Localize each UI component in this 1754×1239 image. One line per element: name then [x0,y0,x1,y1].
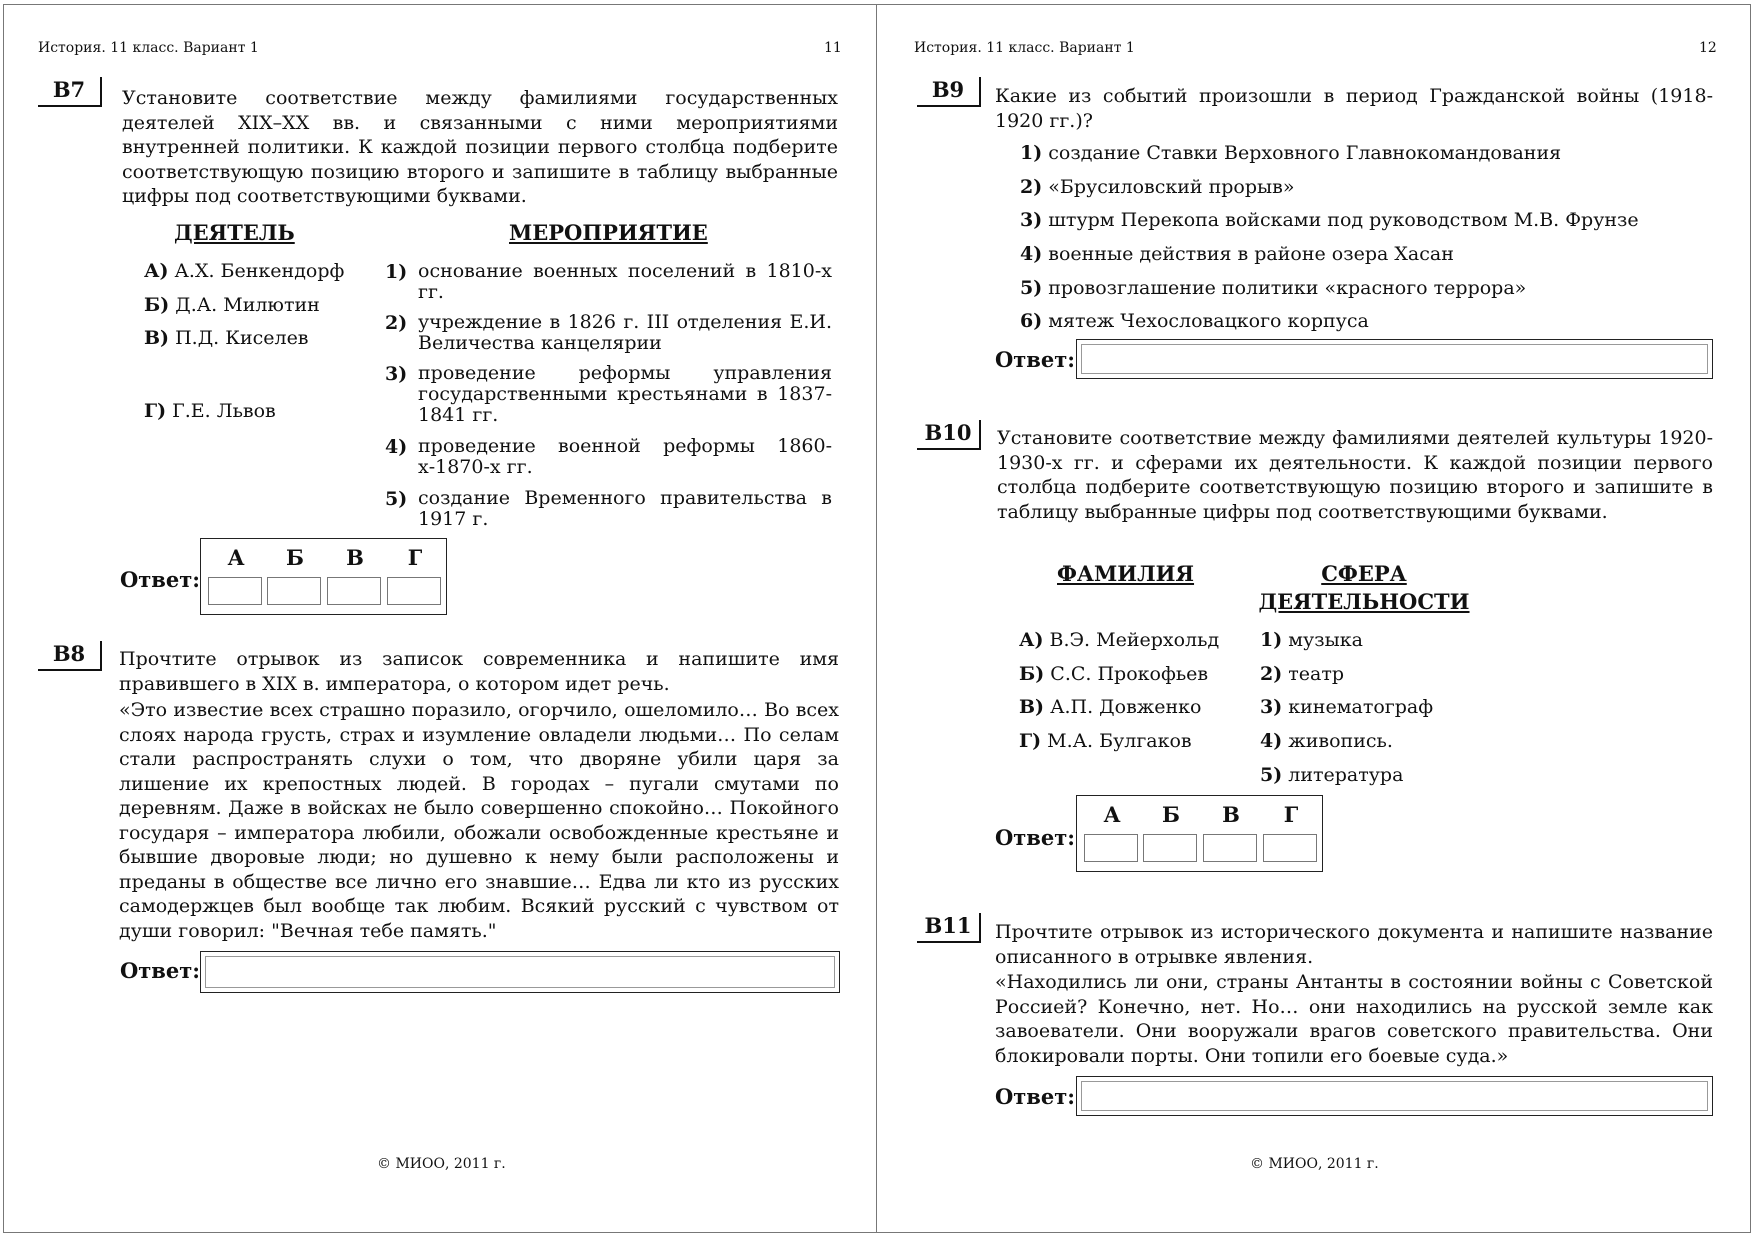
b11-answer-label: Ответ: [995,1084,1076,1109]
b9-option-text: мятеж Чехословацкого корпуса [1048,310,1369,332]
b9-option-text: создание Ставки Верховного Главнокомандования [1048,142,1562,164]
b11-quote: «Находились ли они, страны Антанты в состоянии войны с Советской Россией? Конечно, нет. Но… они находились на русской земле как завоеватели. Они вооружали врагов советского правительства. Они блокировали порты. Они топили его боевые суда.» [995,971,1713,1067]
question-label-b8: В8 [38,641,102,671]
b10-answer-cell-v[interactable] [1203,834,1257,862]
page-number: 11 [824,40,842,56]
b7-measure-text: учреждение в 1826 г. III отделения Е.И. Величества канцелярии [418,311,832,354]
b10-sphere [1260,630,1363,651]
b7-person-key: Г) [144,400,167,422]
b7-person-key: В) [144,327,170,349]
b9-option-text: «Брусиловский прорыв» [1048,176,1295,198]
b7-person-b [144,295,320,316]
b10-person-name: С.С. Прокофьев [1050,663,1209,685]
b10-answer-cell-g[interactable] [1263,834,1317,862]
question-label-b9: В9 [917,77,981,107]
b10-sphere-text: живопись. [1288,730,1393,752]
b10-sphere [1260,697,1433,718]
b7-measure-text: создание Временного правительства в 1917 г. [418,487,832,530]
b7-measure-text: основание военных поселений в 1810-х гг. [418,260,832,303]
b9-prompt: Какие из событий произошли в период Гражданской войны (1918-1920 гг.)? [995,85,1713,132]
b7-answer-col-g: Г [407,545,423,570]
b10-answer-col-b: Б [1162,802,1180,827]
b7-person-key: Б) [144,294,170,316]
b10-column-header-name: ФАМИЛИЯ [1057,561,1195,586]
b7-measure-key: 4) [385,436,408,458]
b9-answer-field[interactable] [1076,339,1713,379]
b7-prompt: Установите соответствие между фамилиями государственных деятелей XIX–XX вв. и связанными с ними мероприятиями внутренней политики. К каждой позиции первого столбца подберите соответствующую позицию второго и запишите в таблицу выбранные цифры под соответствующими буквами. [122,87,838,207]
b7-answer-col-b: Б [286,545,304,570]
b10-sphere-key: 2) [1260,663,1283,685]
b9-option-key: 5) [1020,277,1043,299]
b7-column-header-measure: МЕРОПРИЯТИЕ [509,220,708,245]
b7-measure-key: 3) [385,363,408,385]
b9-option-key: 1) [1020,142,1043,164]
b10-answer-cell-a[interactable] [1084,834,1138,862]
b7-answer-col-a: А [227,545,245,570]
b9-option-key: 3) [1020,209,1043,231]
b9-option [1020,210,1639,231]
page-header-title: История. 11 класс. Вариант 1 [914,40,1135,56]
b7-answer-cell-a[interactable] [208,577,262,605]
b9-option-text: военные действия в районе озера Хасан [1048,243,1454,265]
b10-answer-table [1076,795,1323,872]
left-page [3,4,877,1233]
question-label-b7: В7 [38,77,102,107]
b10-sphere [1260,664,1344,685]
right-page [876,4,1751,1233]
b8-answer-field[interactable] [200,951,840,993]
b10-sphere-text: кинематограф [1288,696,1434,718]
b10-sphere-key: 1) [1260,629,1283,651]
b7-person-g [144,401,276,422]
b10-person-name: М.А. Булгаков [1047,730,1192,752]
b10-sphere-text: театр [1288,663,1345,685]
b7-measure-text: проведение военной реформы 1860-х-1870-х гг. [418,435,832,478]
b10-sphere-text: музыка [1288,629,1363,651]
b7-measure-key: 2) [385,312,408,334]
b7-measure-key: 5) [385,488,408,510]
b9-option-key: 4) [1020,243,1043,265]
b7-measure-text: проведение реформы управления государственными крестьянами в 1837-1841 гг. [418,362,832,426]
b10-sphere-key: 5) [1260,764,1283,786]
b10-column-header-sphere [1257,560,1471,616]
page-footer: © МИОО, 2011 г. [377,1156,506,1172]
b10-person-name: А.П. Довженко [1050,696,1202,718]
b10-sphere [1260,765,1403,786]
question-label-b11: В11 [917,913,981,943]
b9-option [1020,278,1526,299]
b10-person [1019,630,1219,651]
b7-person-v [144,328,309,349]
b9-option [1020,244,1454,265]
b9-answer-label: Ответ: [995,347,1076,372]
b10-person-key: А) [1019,629,1044,651]
b10-person [1019,731,1192,752]
b9-option-text: провозглашение политики «красного террора» [1048,277,1527,299]
b9-option [1020,311,1369,332]
b11-answer-field[interactable] [1076,1076,1713,1116]
b8-quote: «Это известие всех страшно поразило, огорчило, ошеломило… Во всех слоях народа грусть, страх и изумление овладели людьми… По селам стали распространять слухи о том, что дворяне убили царя за лишение их крепостных людей. В городах – пугали смутами по деревням. Даже в войсках не было совершенно спокойно… Покойного государя – императора любили, обожали освобожденные крестьяне и бывшие дворовые люди; но душевно к нему были расположены и преданы в обществе все лично его знавшие… Едва ли кто из русских самодержцев был вообще так любим. Всякий русский с чувством от души говорил: "Вечная тебе память." [119,699,839,942]
b9-option [1020,143,1561,164]
b10-answer-label: Ответ: [995,825,1076,850]
b7-measure-key: 1) [385,261,408,283]
b10-column-header-sphere-line1: СФЕРА [1321,561,1407,586]
b9-option-text: штурм Перекопа войсками под руководством М.В. Фрунзе [1048,209,1639,231]
b10-person-name: В.Э. Мейерхольд [1049,629,1220,651]
page-footer: © МИОО, 2011 г. [1250,1156,1379,1172]
b7-answer-cell-b[interactable] [267,577,321,605]
b7-person-key: А) [144,260,169,282]
b7-person-name: А.Х. Бенкендорф [174,260,345,282]
b7-answer-col-v: В [346,545,364,570]
b9-option-key: 6) [1020,310,1043,332]
b7-answer-table [200,538,447,615]
b9-option [1020,177,1294,198]
b7-person-name: Д.А. Милютин [175,294,320,316]
b10-person-key: Б) [1019,663,1045,685]
b7-column-header-person: ДЕЯТЕЛЬ [174,220,295,245]
b10-prompt: Установите соответствие между фамилиями деятелей культуры 1920-1930-х гг. и сферами их деятельности. К каждой позиции первого столбца подберите соответствующую позицию второго и запишите в таблицу выбранные цифры под соответствующими буквами. [997,427,1713,523]
b10-answer-cell-b[interactable] [1143,834,1197,862]
b7-answer-cell-v[interactable] [327,577,381,605]
b11-prompt: Прочтите отрывок из исторического документа и напишите название описанного в отрывке явления. [995,921,1713,968]
b7-person-a [144,261,344,282]
page-header-title: История. 11 класс. Вариант 1 [38,40,259,56]
b7-answer-label: Ответ: [120,567,201,592]
b10-person-key: В) [1019,696,1045,718]
b10-answer-col-a: А [1103,802,1121,827]
b10-answer-col-g: Г [1283,802,1299,827]
b7-answer-cell-g[interactable] [387,577,441,605]
b10-person-key: Г) [1019,730,1042,752]
b7-person-name: П.Д. Киселев [175,327,309,349]
b10-answer-col-v: В [1222,802,1240,827]
question-label-b10: В10 [917,420,981,450]
b8-prompt: Прочтите отрывок из записок современника и напишите имя правившего в XIX в. императора, о котором идет речь. [119,648,839,695]
b10-person [1019,664,1208,685]
b10-column-header-sphere-line2: ДЕЯТЕЛЬНОСТИ [1258,589,1470,614]
b9-option-key: 2) [1020,176,1043,198]
b10-sphere-key: 3) [1260,696,1283,718]
b10-person [1019,697,1201,718]
b10-sphere [1260,731,1393,752]
b10-sphere-key: 4) [1260,730,1283,752]
b8-answer-label: Ответ: [120,958,201,983]
b7-person-name: Г.Е. Львов [172,400,276,422]
page-number: 12 [1699,40,1717,56]
b10-sphere-text: литература [1288,764,1404,786]
